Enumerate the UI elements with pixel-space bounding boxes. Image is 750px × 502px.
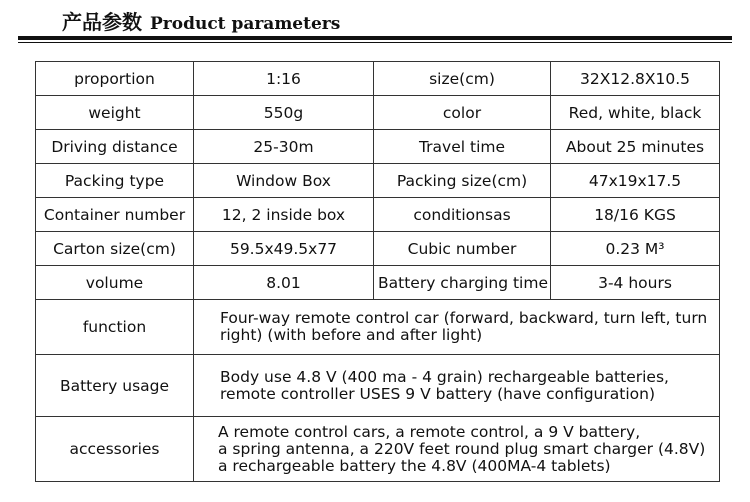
param-value: 25-30m [194,130,374,164]
header-rule-thick [18,36,732,40]
param-label: volume [36,266,194,300]
param-value: 32X12.8X10.5 [551,62,720,96]
param-value: Red, white, black [551,96,720,130]
table-row-battery [36,355,720,417]
param-label: Battery charging time [374,266,551,300]
param-value: 3-4 hours [551,266,720,300]
param-value: 8.01 [194,266,374,300]
param-value: 0.23 M³ [551,232,720,266]
table-row-accessories [36,417,720,482]
param-value: 12, 2 inside box [194,198,374,232]
table-row [36,62,720,96]
param-value: 47x19x17.5 [551,164,720,198]
param-label: size(cm) [374,62,551,96]
accessories-line: A remote control cars, a remote control, a 9 V battery, [218,422,641,441]
param-label: Packing size(cm) [374,164,551,198]
page-header [62,6,340,36]
function-description [194,300,720,355]
param-label: weight [36,96,194,130]
param-value: 59.5x49.5x77 [194,232,374,266]
title-chinese: 产品参数 [62,10,142,34]
table-row [36,130,720,164]
accessories-description [194,417,720,482]
param-label: Packing type [36,164,194,198]
battery-usage-description [194,355,720,417]
table-row [36,232,720,266]
param-value: 18/16 KGS [551,198,720,232]
param-value: 1:16 [194,62,374,96]
param-label: Carton size(cm) [36,232,194,266]
param-label: Container number [36,198,194,232]
battery-usage-label: Battery usage [36,355,194,417]
param-value: Window Box [194,164,374,198]
param-label: proportion [36,62,194,96]
table-row [36,164,720,198]
param-label: Travel time [374,130,551,164]
param-label: Driving distance [36,130,194,164]
table-row [36,266,720,300]
function-line: right) (with before and after light) [220,326,483,344]
table-row [36,198,720,232]
param-value: 550g [194,96,374,130]
param-label: Cubic number [374,232,551,266]
function-line: Four-way remote control car (forward, backward, turn left, turn [220,309,708,327]
param-label: conditionsas [374,198,551,232]
battery-line: remote controller USES 9 V battery (have configuration) [220,384,655,403]
parameters-table [35,61,720,482]
function-label: function [36,300,194,355]
accessories-line: a spring antenna, a 220V feet round plug smart charger (4.8V) [218,439,706,458]
battery-line: Body use 4.8 V (400 ma - 4 grain) rechargeable batteries, [220,367,669,386]
accessories-line: a rechargeable battery the 4.8V (400MA-4 tablets) [218,456,611,475]
header-rule-thin [18,42,732,43]
accessories-label: accessories [36,417,194,482]
title-english: Product parameters [150,14,341,34]
param-value: About 25 minutes [551,130,720,164]
table-row [36,96,720,130]
table-row-function [36,300,720,355]
param-label: color [374,96,551,130]
